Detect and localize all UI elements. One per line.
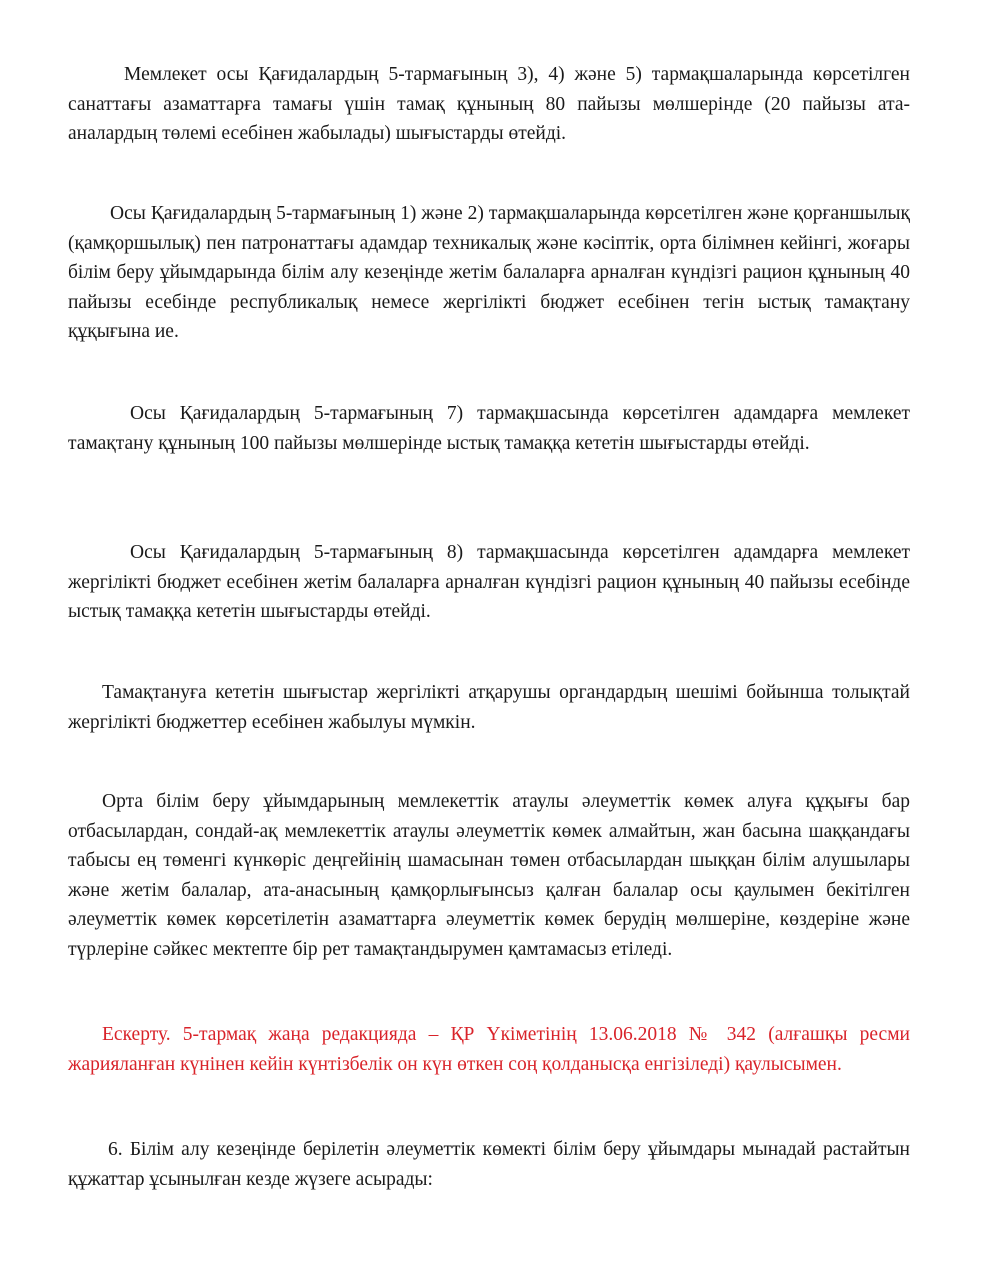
- paragraph-school-single-meal: Орта білім беру ұйымдарының мемлекеттік атаулы әлеуметтік көмек алуға құқығы бар отбасылардан, сондай-ақ мемлекеттік атаулы әлеуметтік көмек алмайтын, жан басына шаққандағы табысы ең төменгі күнкөріс деңгейінің шамасынан төмен отбасылардан шыққан білім алушылары және жетім балалар, ата-анасының қамқорлығынсыз қалған балалар осы қаулымен бекітілген әлеуметтік көмек көрсетілетін азаматтарға әлеуметтік көмек берудің мөлшеріне, көздеріне және түрлеріне сәйкес мектепте бір рет тамақтандырумен қамтамасыз етіледі.: [68, 791, 910, 960]
- clause-6-paragraph: 6. Білім алу кезеңінде берілетін әлеуметтік көмекті білім беру ұйымдары мынадай растайтын құжаттар ұсынылған кезде жүзеге асырады:: [68, 1139, 910, 1190]
- amendment-note: Ескерту. 5-тармақ жаңа редакцияда – ҚР Үкіметінің 13.06.2018 № 342 (алғашқы ресми жарияланған күнінен кейін күнтізбелік он күн өткен соң қолданысқа енгізіледі) қаулысымен.: [68, 1024, 910, 1075]
- paragraph-local-budget-40-percent: Осы Қағидалардың 5-тармағының 8) тармақшасында көрсетілген адамдарға мемлекет жергілікті бюджет есебінен жетім балаларға арналған күндізгі рацион құнының 40 пайызы есебінде ыстық тамаққа кететін шығыстарды өтейді.: [68, 542, 910, 623]
- paragraph-reimbursement-100-percent: Осы Қағидалардың 5-тармағының 7) тармақшасында көрсетілген адамдарға мемлекет тамақтану құнының 100 пайызы мөлшерінде ыстық тамаққа кететін шығыстарды өтейді.: [68, 403, 910, 454]
- paragraph-free-hot-meals-40-percent: Осы Қағидалардың 5-тармағының 1) және 2) тармақшаларында көрсетілген және қорғаншылық (қамқоршылық) пен патронаттағы адамдар техникалық және кәсіптік, орта білімнен кейінгі, жоғары білім беру ұйымдарында білім алу кезеңінде жетім балаларға арналған күндізгі рацион құнының 40 пайызы есебінде республикалық немесе жергілікті бюджет есебінен тегін ыстық тамақтану құқығына ие.: [68, 203, 910, 343]
- paragraph-local-executive-decision: Тамақтануға кететін шығыстар жергілікті атқарушы органдардың шешімі бойынша толықтай жергілікті бюджеттер есебінен жабылуы мүмкін.: [68, 682, 910, 733]
- paragraph-state-reimbursement-80-percent: Мемлекет осы Қағидалардың 5-тармағының 3), 4) және 5) тармақшаларында көрсетілген санаттағы азаматтарға тамағы үшін тамақ құнының 80 пайызы мөлшерінде (20 пайызы ата-аналардың төлемі есебінен жабылады) шығыстарды өтейді.: [68, 64, 910, 145]
